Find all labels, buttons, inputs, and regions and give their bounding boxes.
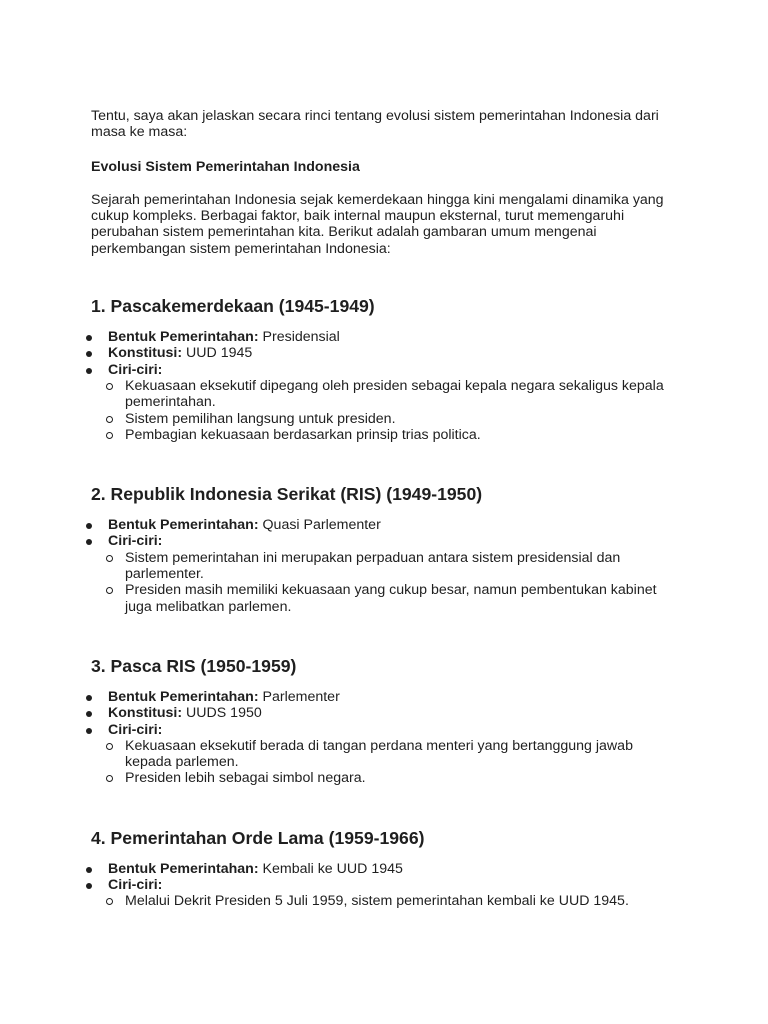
list-item: [91, 705, 681, 721]
item-label: Ciri-ciri:: [108, 533, 163, 550]
list-item: [91, 877, 681, 910]
intro-paragraph: Tentu, saya akan jelaskan secara rinci tentang evolusi sistem pemerintahan Indonesia dari masa ke masa:: [91, 108, 659, 141]
item-value: Presidensial: [258, 329, 340, 346]
item-label: Bentuk Pemerintahan:: [108, 688, 259, 705]
sub-list-item: Melalui Dekrit Presiden 5 Juli 1959, sistem pemerintahan kembali ke UUD 1945.: [108, 893, 681, 909]
item-value: Quasi Parlementer: [258, 517, 381, 534]
sub-list-item: Kekuasaan eksekutif berada di tangan perdana menteri yang bertanggung jawab kepada parlemen.: [108, 738, 681, 771]
sub-list-item: Pembagian kekuasaan berdasarkan prinsip trias politica.: [108, 427, 681, 443]
section-heading: 1. Pascakemerdekaan (1945-1949): [91, 296, 375, 317]
bullet-list: [91, 329, 681, 443]
list-item: [91, 533, 681, 614]
item-label: Ciri-ciri:: [108, 721, 163, 738]
sub-list-item: Presiden lebih sebagai simbol negara.: [108, 770, 681, 786]
list-item: [91, 362, 681, 443]
bullet-list: [91, 861, 681, 910]
item-value: Parlementer: [258, 688, 340, 705]
list-item: [91, 722, 681, 787]
list-item: [91, 689, 681, 705]
section-heading: 2. Republik Indonesia Serikat (RIS) (1949-1950): [91, 484, 483, 505]
sub-list: [108, 738, 681, 787]
document-page: [91, 108, 681, 950]
sub-list-item: Sistem pemerintahan ini merupakan perpaduan antara sistem presidensial dan parlementer.: [108, 550, 681, 583]
item-label: Bentuk Pemerintahan:: [108, 517, 259, 534]
item-label: Ciri-ciri:: [108, 361, 163, 378]
sub-list: [108, 378, 681, 443]
list-item: [91, 517, 681, 533]
sub-list-item: Kekuasaan eksekutif dipegang oleh presiden sebagai kepala negara sekaligus kepala pemerintahan.: [108, 378, 681, 411]
item-value: Kembali ke UUD 1945: [258, 860, 403, 877]
sub-list: [108, 550, 681, 615]
item-value: UUDS 1950: [182, 705, 262, 722]
section-pasca-ris: [91, 655, 681, 787]
item-value: UUD 1945: [182, 345, 253, 362]
sub-list-item: Sistem pemilihan langsung untuk presiden.: [108, 411, 681, 427]
section-heading: 4. Pemerintahan Orde Lama (1959-1966): [91, 827, 425, 848]
section-heading: 3. Pasca RIS (1950-1959): [91, 655, 297, 676]
section-ris: [91, 483, 681, 615]
item-label: Ciri-ciri:: [108, 877, 163, 894]
item-label: Bentuk Pemerintahan:: [108, 860, 259, 877]
sub-list-item: Presiden masih memiliki kekuasaan yang cukup besar, namun pembentukan kabinet juga melibatkan parlemen.: [108, 582, 681, 615]
section-pascakemerdekaan: [91, 295, 681, 443]
list-item: [91, 345, 681, 361]
bullet-list: [91, 517, 681, 615]
list-item: [91, 861, 681, 877]
list-item: [91, 329, 681, 345]
lead-paragraph: Sejarah pemerintahan Indonesia sejak kemerdekaan hingga kini mengalami dinamika yang cukup kompleks. Berbagai faktor, baik internal maupun eksternal, turut memengaruhi perubahan sistem pemerintahan kita. Berikut adalah gambaran umum mengenai perkembangan sistem pemerintahan Indonesia:: [91, 191, 664, 257]
item-label: Konstitusi:: [108, 345, 183, 362]
section-orde-lama: [91, 827, 681, 910]
bullet-list: [91, 689, 681, 787]
document-title: Evolusi Sistem Pemerintahan Indonesia: [91, 158, 360, 175]
item-label: Bentuk Pemerintahan:: [108, 329, 259, 346]
item-label: Konstitusi:: [108, 705, 183, 722]
sub-list: [108, 893, 681, 909]
